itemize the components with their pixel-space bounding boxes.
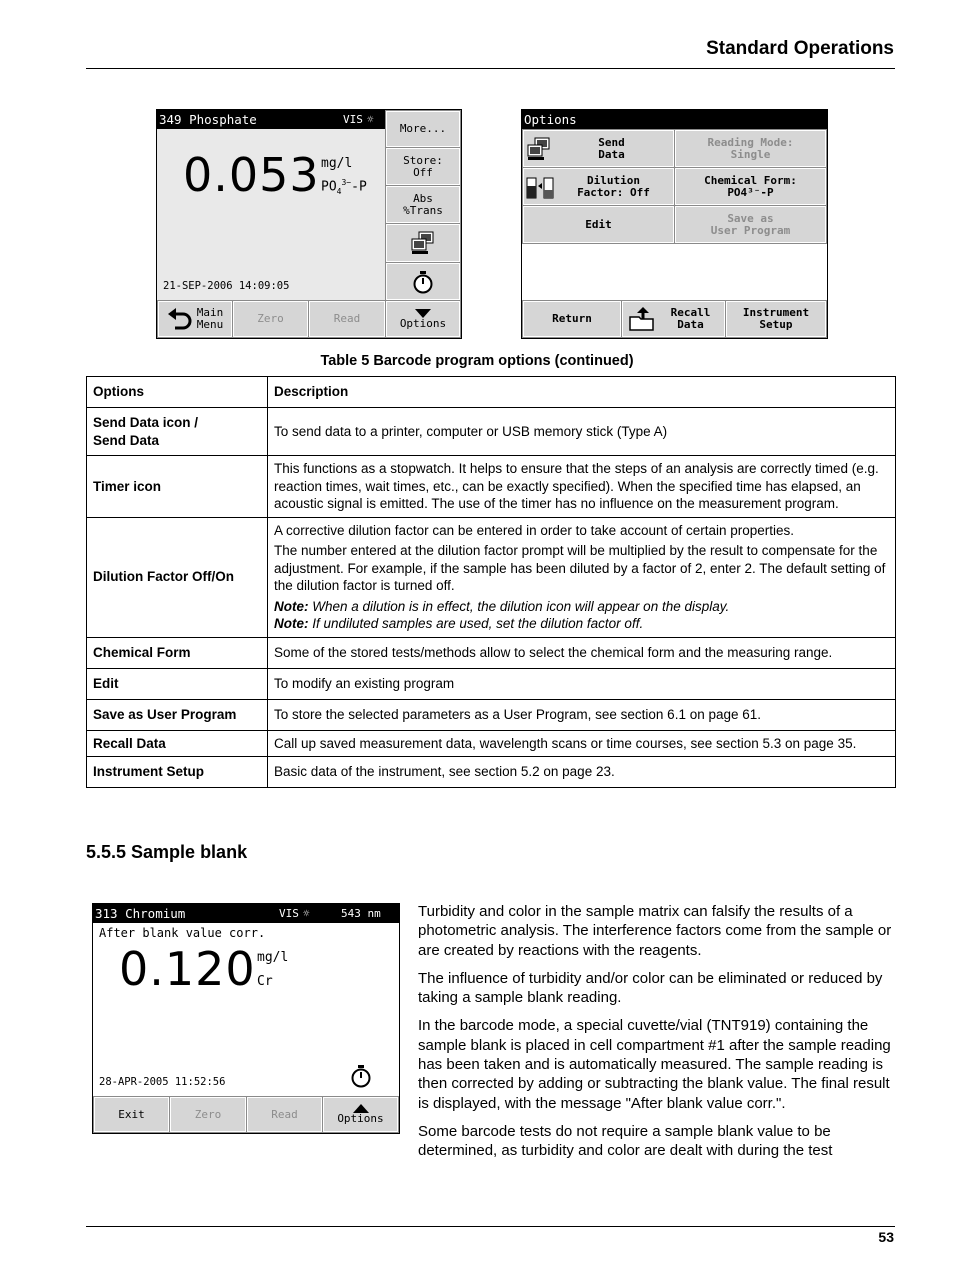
screen-title-bar [157,110,385,129]
body-paragraph: The influence of turbidity and/or color can be eliminated or reduced by taking a sample blank reading. [418,969,883,1007]
blank-status: After blank value corr. [99,926,266,940]
send-data-label: Send Data [598,135,625,161]
wavelength-label: 543 nm [341,907,381,920]
note-text: If undiluted samples are used, set the dilution factor off. [308,616,644,631]
screen-title-bar [93,904,399,923]
footer-rule [86,1226,895,1227]
page-header-title: Standard Operations [706,38,894,59]
options-label: Options [337,1112,384,1125]
more-button[interactable] [386,111,460,147]
instrument-setup-button[interactable] [726,301,826,337]
screen-title-bar [522,110,827,129]
table-caption: Table 5 Barcode program options (continued) [320,353,634,369]
option-cell: Timer icon [87,456,268,518]
read-label: Read [271,1107,298,1121]
form-tail: -P [351,179,367,195]
description-cell: This functions as a stopwatch. It helps to ensure that the steps of an analysis are correctly timed (e.g. reaction times, wait times, etc., can be exactly specified). When the specified time has elapsed, an acoustic signal is emitted. The use of the timer has no influence on the measurement program. [268,456,896,518]
zero-label: Zero [257,312,284,325]
chemical-form-value: PO4³⁻-P [727,185,774,199]
body-paragraph: In the barcode mode, a special cuvette/vial (TNT919) containing the sample blank is placed in cell compartment #1 after the sample reading has been taken and is automatically measured. The sample reading is then corrected by adding or subtracting the blank value. The final result is displayed, with the message "After blank value corr.". [418,1017,891,1112]
description-cell: To store the selected parameters as a User Program, see section 6.1 on page 61. [268,699,896,730]
reading-mode-option[interactable] [675,130,826,167]
read-button[interactable] [309,301,385,337]
form-base: PO [321,179,337,195]
save-user-label: Save as User Program [710,211,791,237]
zero-button[interactable] [233,301,308,337]
note-paragraph [274,615,889,633]
note-text: When a dilution is in effect, the dilution icon will appear on the display. [308,598,730,614]
page-number: 53 [878,1229,894,1245]
description-cell: To modify an existing program [268,668,896,699]
description-cell: Call up saved measurement data, wavelength scans or time courses, see section 5.3 on page 35. [268,730,896,757]
store-button[interactable] [386,148,460,185]
timer-icon[interactable] [350,1064,372,1088]
lamp-icon: ☼ [367,113,374,126]
read-label: Read [333,312,361,325]
body-text [418,902,896,1170]
option-cell: Instrument Setup [87,757,268,788]
back-arrow-icon [167,308,193,330]
description-paragraph: A corrective dilution factor can be entered in order to take account of certain properties. [274,522,795,538]
screen-phosphate [156,109,462,339]
result-value: 0.053 [183,148,320,202]
table-row [87,730,896,757]
timestamp: 28-APR-2005 11:52:56 [99,1076,226,1088]
table-header-row [87,377,896,408]
option-cell: Send Data icon / Send Data [87,408,268,456]
return-button[interactable] [523,301,621,337]
form-superscript: 3− [341,178,352,187]
table-row [87,517,896,637]
body-paragraph: Some barcode tests do not require a sample blank value to be determined, as turbidity and color are dealt with during the test [418,1122,833,1160]
note-label: Note: [274,616,309,631]
header-options: Options [87,377,268,408]
header-description: Description [268,377,896,408]
dilution-label: Dilution Factor: Off [577,173,650,199]
screen-options [521,109,828,339]
table-row [87,456,896,518]
description-cell: Some of the stored tests/methods allow to select the chemical form and the measuring range. [268,637,896,668]
screen-chromium [92,903,400,1134]
note-paragraph [274,598,889,616]
body-paragraph: Turbidity and color in the sample matrix can falsify the results of a photometric analysis. The interference factors come from the sample or are created by reactions with the reagents. [418,903,892,959]
edit-option[interactable] [523,206,674,243]
option-cell: Edit [87,668,268,699]
unit-label: mg/l [257,950,289,965]
description-cell: To send data to a printer, computer or USB memory stick (Type A) [268,408,896,456]
abs-trans-button[interactable] [386,186,460,223]
form-subscript: 4 [336,186,342,196]
zero-label: Zero [194,1107,222,1121]
send-data-button[interactable] [386,224,460,262]
program-title: 349 Phosphate [159,112,257,127]
lamp-icon: ☼ [303,907,310,920]
table-row [87,699,896,730]
description-cell [268,517,896,637]
send-data-icon [526,137,552,161]
chemical-form-option[interactable] [675,168,826,205]
options-title: Options [524,112,577,127]
return-label: Return [552,312,592,325]
save-user-program-option[interactable] [675,206,826,243]
dilution-icon [526,174,556,200]
description-paragraph: The number entered at the dilution factor prompt will be multiplied by the result to compensate for the adjustment. For example, if the sample has been diluted by a factor of 2, enter 2. The default setting of the dilution factor is turned off. [274,543,886,593]
options-label: Options [399,316,447,330]
header-rule [86,68,895,69]
chemical-form-label: Chemical Form: [704,173,797,187]
recall-data-label: Recall Data [670,306,711,331]
timer-icon [412,270,434,294]
zero-button[interactable] [170,1097,246,1132]
mode-label: VIS [279,907,299,920]
options-button[interactable] [386,301,460,337]
table-row [87,408,896,456]
recall-data-button[interactable] [622,301,725,337]
instrument-setup-label: Instrument Setup [742,306,810,331]
option-cell: Chemical Form [87,637,268,668]
option-cell: Save as User Program [87,699,268,730]
table-row [87,668,896,699]
exit-label: Exit [118,1107,145,1121]
options-table [86,376,896,788]
read-button[interactable] [247,1097,322,1132]
result-value: 0.120 [119,942,256,996]
program-title: 313 Chromium [95,906,186,921]
abs-trans-label: Abs %Trans [403,191,443,217]
edit-label: Edit [585,217,612,231]
option-cell: Recall Data [87,730,268,757]
options-button[interactable] [323,1097,398,1132]
section-heading: 5.5.5 Sample blank [86,842,248,862]
timer-button[interactable] [386,263,460,300]
unit-label: mg/l [321,156,353,171]
note-label: Note: [274,598,309,614]
mode-label: VIS [343,113,363,126]
send-data-icon [410,231,436,255]
chemical-form-label: Cr [257,974,273,989]
main-menu-button[interactable] [158,301,232,337]
timestamp: 21-SEP-2006 14:09:05 [163,280,290,292]
dilution-option[interactable] [523,168,674,205]
reading-mode-label: Reading Mode: Single [707,135,794,161]
more-label: More... [399,122,447,135]
chemical-form-label [321,178,367,196]
exit-button[interactable] [94,1097,169,1132]
table-row [87,637,896,668]
main-menu-label: Main Menu [196,306,224,331]
send-data-option[interactable] [523,130,674,167]
folder-up-icon [629,307,655,331]
option-cell: Dilution Factor Off/On [87,517,268,637]
description-cell: Basic data of the instrument, see section 5.2 on page 23. [268,757,896,788]
store-label: Store: Off [403,153,443,179]
table-row [87,757,896,788]
